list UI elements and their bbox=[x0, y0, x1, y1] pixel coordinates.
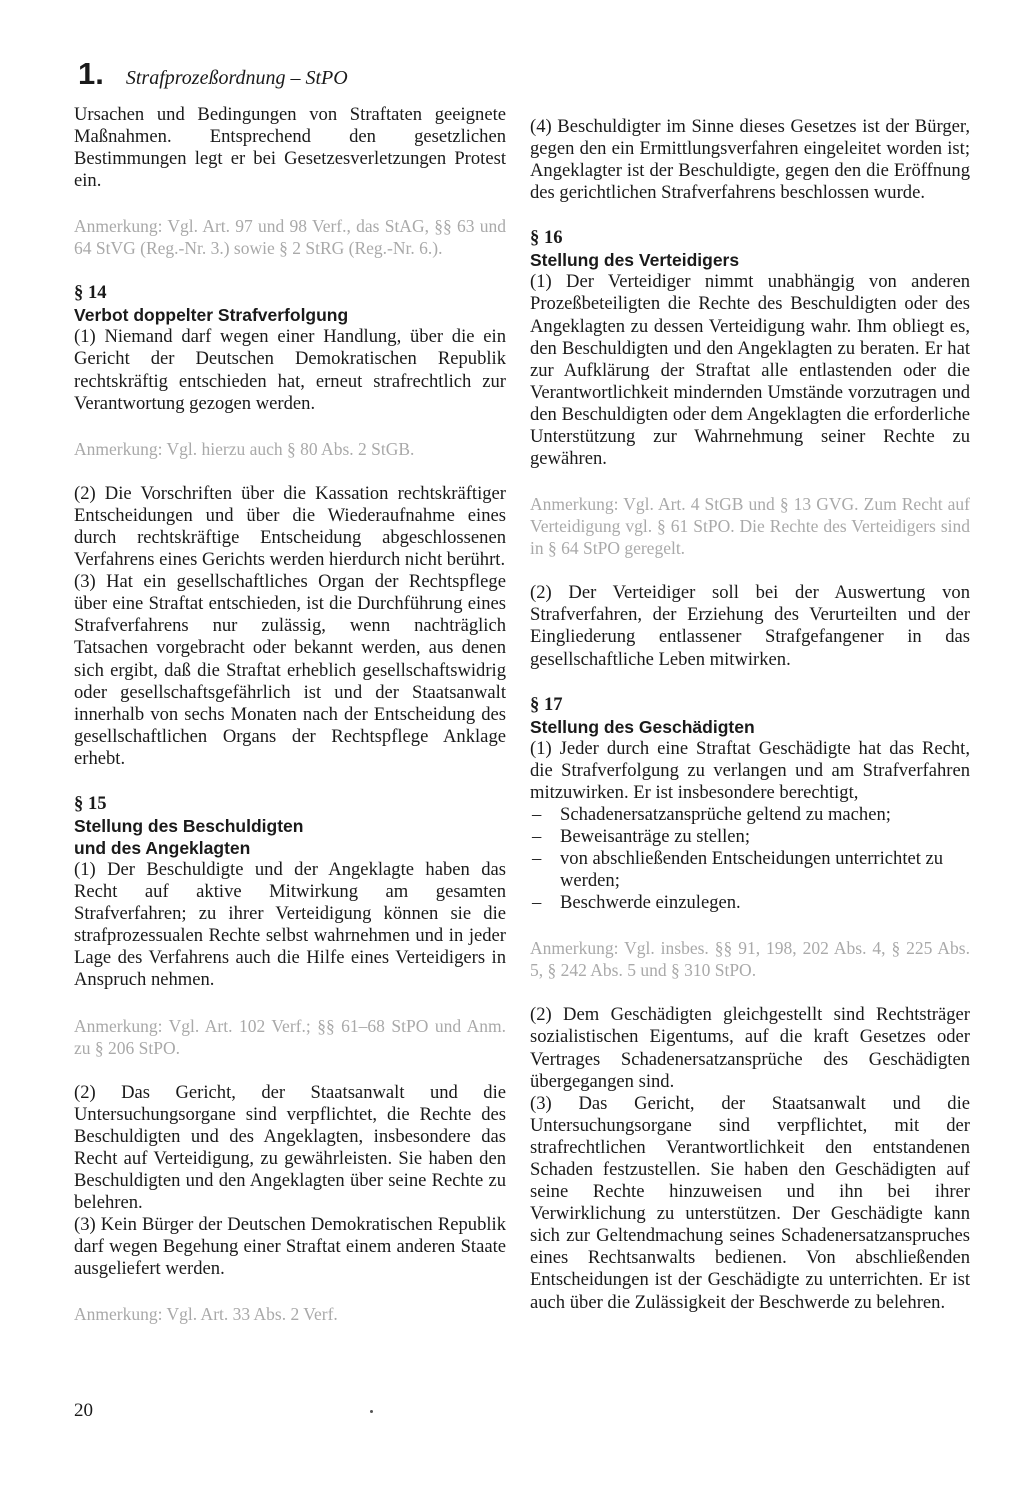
section-15-paragraph-1: (1) Der Beschuldigte und der Angeklagte haben das Recht auf aktive Mitwirkung am gesamten Strafverfahren; zu ihrer Verteidigung können sie die strafprozessualen Rechte selbst wahrnehmen und in jeder Lage des Verfahrens auch die Hilfe eines Verteidigers in Anspruch nehmen. bbox=[74, 858, 506, 991]
section-15-paragraph-3: (3) Kein Bürger der Deutschen Demokratischen Republik darf wegen Begehung einer Straftat einem anderen Staate ausgeliefert werden. bbox=[74, 1214, 506, 1280]
section-15-paragraph-2: (2) Das Gericht, der Staatsanwalt und die Untersuchungsorgane sind verpflichtet, die Rechte des Beschuldigten und des Angeklagten, insbesondere das Recht auf Verteidigung, zu gewährleisten. Sie haben den Beschuldigten und den Angeklagten über seine Rechte zu belehren. bbox=[74, 1081, 506, 1213]
section-15-annotation-2: Anmerkung: Vgl. Art. 33 Abs. 2 Verf. bbox=[74, 1304, 338, 1325]
section-title-14: Verbot doppelter Strafverfolgung bbox=[74, 305, 349, 326]
section-16-annotation: Anmerkung: Vgl. Art. 4 StGB und § 13 GVG. Zum Recht auf Verteidigung vgl. § 61 StPO. Die Rechte des Verteidigers sind in § 64 StPO geregelt. bbox=[530, 494, 970, 559]
section-17-paragraph-2: (2) Dem Geschädigten gleichgestellt sind Rechtsträger sozialistischen Eigentums, auf die kraft Gesetzes oder Vertrages Schadenersatzansprüche des Geschädigten übergegangen sind. bbox=[530, 1004, 970, 1092]
section-16-paragraph-2: (2) Der Verteidiger soll bei der Auswertung von Strafverfahren, der Erziehung des Verurteilten und der Eingliederung entlassener Strafgefangener in das gesellschaftliche Leben mitwirken. bbox=[530, 582, 970, 670]
annotation-note: Anmerkung: Vgl. Art. 97 und 98 Verf., das StAG, §§ 63 und 64 StVG (Reg.-Nr. 3.) sowie § 2 StRG (Reg.-Nr. 6.). bbox=[74, 216, 506, 259]
section-title-16: Stellung des Verteidigers bbox=[530, 250, 740, 271]
section-number-17: § 17 bbox=[530, 693, 563, 715]
section-17-rights-list bbox=[530, 804, 970, 914]
list-item: – Beweisanträge zu stellen; bbox=[530, 826, 970, 848]
left-column bbox=[74, 104, 506, 1325]
section-17-annotation: Anmerkung: Vgl. insbes. §§ 91, 198, 202 Abs. 4, § 225 Abs. 5, § 242 Abs. 5 und § 310 StPO. bbox=[530, 938, 970, 981]
section-number-14: § 14 bbox=[74, 282, 107, 304]
section-17-paragraph-1: (1) Jeder durch eine Straftat Geschädigte hat das Recht, die Strafverfolgung zu verlangen und am Strafverfahren mitzuwirken. Er ist insbesondere berechtigt, bbox=[530, 737, 970, 803]
section-number-16: § 16 bbox=[530, 227, 563, 249]
list-item: – Schadenersatzansprüche geltend zu machen; bbox=[530, 804, 970, 826]
right-column bbox=[530, 116, 970, 1314]
chapter-number: 1. bbox=[78, 56, 104, 91]
section-16-paragraph-1: (1) Der Verteidiger nimmt unabhängig von anderen Prozeßbeteiligten die Rechte des Beschuldigten oder des Angeklagten zu dessen Verteidigung wahr. Ihm obliegt es, den Beschuldigten und den Angeklagten zu beraten. Er hat zur Aufklärung der Straftat alle entlastenden oder die Verantwortlichkeit mindernden Umstände vorzutragen und den Beschuldigten oder dem Angeklagten die erforderliche Unterstützung zur Wahrnehmung seiner Rechte zu gewähren. bbox=[530, 271, 970, 470]
page-header bbox=[78, 56, 348, 92]
section-15-paragraph-4: (4) Beschuldigter im Sinne dieses Gesetzes ist der Bürger, gegen den ein Ermittlungsverfahren eingeleitet worden ist; Angeklagter ist der Beschuldigte, gegen den die Eröffnung des gerichtlichen Strafverfahrens beschlossen wurde. bbox=[530, 116, 970, 204]
list-item: – Beschwerde einzulegen. bbox=[530, 892, 970, 914]
section-14-annotation: Anmerkung: Vgl. hierzu auch § 80 Abs. 2 StGB. bbox=[74, 438, 415, 459]
section-title-15-line-1: Stellung des Beschuldigten bbox=[74, 815, 304, 836]
section-17-paragraph-3: (3) Das Gericht, der Staatsanwalt und die Untersuchungsorgane sind verpflichtet, mit der strafrechtlichen Verantwortlichkeit den entstandenen Schaden festzustellen. Sie haben den Geschädigten auf seine Rechte hinzuweisen und ihn bei ihrer Verwirklichung zu unterstützen. Der Geschädigte kann sich zur Geltendmachung seines Schadenersatzanspruches eines Rechtsanwalts bedienen. Von abschließenden Entscheidungen ist der Geschädigte zu unterrichten. Er ist auch über die Zulässigkeit der Beschwerde zu belehren. bbox=[530, 1092, 970, 1313]
scan-speck bbox=[370, 1410, 373, 1413]
paragraph-continuation: Ursachen und Bedingungen von Straftaten geeignete Maßnahmen. Entsprechend den gesetzlichen Bestimmungen legt er bei Gesetzesverletzungen Protest ein. bbox=[74, 104, 506, 192]
section-15-annotation-1: Anmerkung: Vgl. Art. 102 Verf.; §§ 61–68 StPO und Anm. zu § 206 StPO. bbox=[74, 1015, 506, 1058]
section-14-paragraph-3: (3) Hat ein gesellschaftliches Organ der Rechtspflege über eine Straftat entschieden, ist die Durchführung eines Strafverfahrens nur zulässig, wenn nachträglich Tatsachen vorgebracht oder bekannt werden, aus denen sich ergibt, daß die Straftat erheblich gesellschaftswidrig oder gesellschaftsgefährlich ist und der Staatsanwalt innerhalb von sechs Monaten nach der Entscheidung des gesellschaftlichen Organs der Rechtspflege Anklage erhebt. bbox=[74, 571, 506, 769]
section-title-17: Stellung des Geschädigten bbox=[530, 716, 755, 737]
section-14-paragraph-2: (2) Die Vorschriften über die Kassation rechtskräftiger Entscheidungen und über die Wiederaufnahme eines durch rechtskräftige Entscheidung abgeschlossenen Verfahrens eines Gerichts werden hierdurch nicht berührt. bbox=[74, 482, 506, 571]
section-number-15: § 15 bbox=[74, 792, 107, 814]
section-title-15-line-2: und des Angeklagten bbox=[74, 837, 251, 858]
list-item: – von abschließenden Entscheidungen unterrichtet zu werden; bbox=[530, 848, 970, 892]
section-14-paragraph-1: (1) Niemand darf wegen einer Handlung, über die ein Gericht der Deutschen Demokratischen Republik rechtskräftig entschieden hat, erneut strafrechtlich zur Verantwortung gezogen werden. bbox=[74, 326, 506, 414]
running-title: Strafprozeßordnung – StPO bbox=[125, 67, 348, 89]
page-number: 20 bbox=[74, 1400, 93, 1421]
